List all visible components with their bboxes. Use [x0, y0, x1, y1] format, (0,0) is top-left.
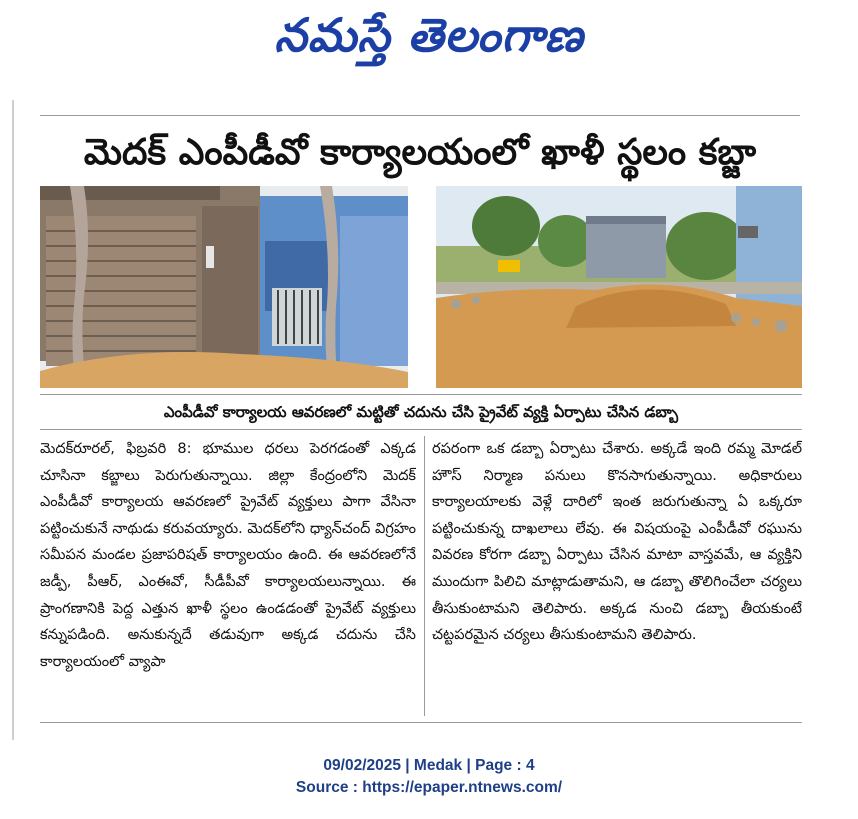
footer-source-link[interactable]: Source : https://epaper.ntnews.com/ [295, 779, 563, 796]
photo-shed-and-building [40, 186, 408, 388]
headline-top-rule [40, 115, 800, 116]
photo-open-ground [436, 186, 802, 388]
masthead-logo: నమస్తే తెలంగాణ [274, 8, 584, 62]
photo-caption: ఎంపీడీవో కార్యాలయ ఆవరణలో మట్టితో చదును చేసి ప్రైవేట్ వ్యక్తి ఏర్పాటు చేసిన డబ్బా [40, 394, 802, 430]
article-body-left-column: మెదక్‌రూరల్, ఫిబ్రవరి 8: భూముల ధరలు పెరగడంతో ఎక్కడ చూసినా కబ్జాలు పెరుగుతున్నాయి. జిల్లా కేంద్రంలోని మెదక్ ఎంపీడీవో కార్యాలయ ఆవరణలో ప్రైవేట్ వ్యక్తులు పాగా వేసినా పట్టించుకునే నాథుడు కరువయ్యారు. మెదక్‌లోని ధ్యాన్‌చంద్ విగ్రహం సమీపన మండల ప్రజాపరిషత్ కార్యాలయం ఉంది. ఈ ఆవరణలోనే జడ్పీ, పీఆర్, ఎంఈవో, సీడీపీవో కార్యాలయలున్నాయి. ఈ ప్రాంగణానికి పెద్ద ఎత్తున ఖాళీ స్థలం ఉండడంతో ప్రైవేట్ వ్యక్తులు కన్నుపడింది. అనుకున్నదే తడువుగా అక్కడ చదును చేసి కార్యాలయంలో వ్యాపా [40, 441, 416, 670]
article-bottom-rule [40, 722, 802, 723]
footer-date-edition-page: 09/02/2025 | Medak | Page : 4 [323, 757, 535, 774]
article-body-right-column: రపరంగా ఒక డబ్బా ఏర్పాటు చేశారు. అక్కడే ఇంది రమ్మ మోడల్ హౌస్ నిర్మాణ పనులు కొనసాగుతున్నాయి. అధికారులు కార్యాలయాలకు వెళ్లే దారిలో ఇంత జరుగుతున్నా ఏ ఒక్కరూ పట్టించుకున్న దాఖలాలు లేవు. ఈ విషయంపై ఎంపీడీవో రఘును వివరణ కోరగా డబ్బా ఏర్పాటు చేసిన మాటా వాస్తవమే, ఆ వ్యక్తిని ముందుగా పిలిచి మాట్లాడుతామని, ఆ డబ్బా తొలిగించేలా చర్యలు తీసుకుంటామని తెలిపారు. అక్కడ నుంచి డబ్బా తీయకుంటే చట్టపరమైన చర్యలు తీసుకుంటామని తెలిపారు. [432, 441, 802, 644]
column-divider [424, 436, 425, 716]
page-edge-rule [12, 100, 14, 740]
article-headline: మెదక్ ఎంపీడీవో కార్యాలయంలో ఖాళీ స్థలం కబ్జా [83, 132, 757, 173]
